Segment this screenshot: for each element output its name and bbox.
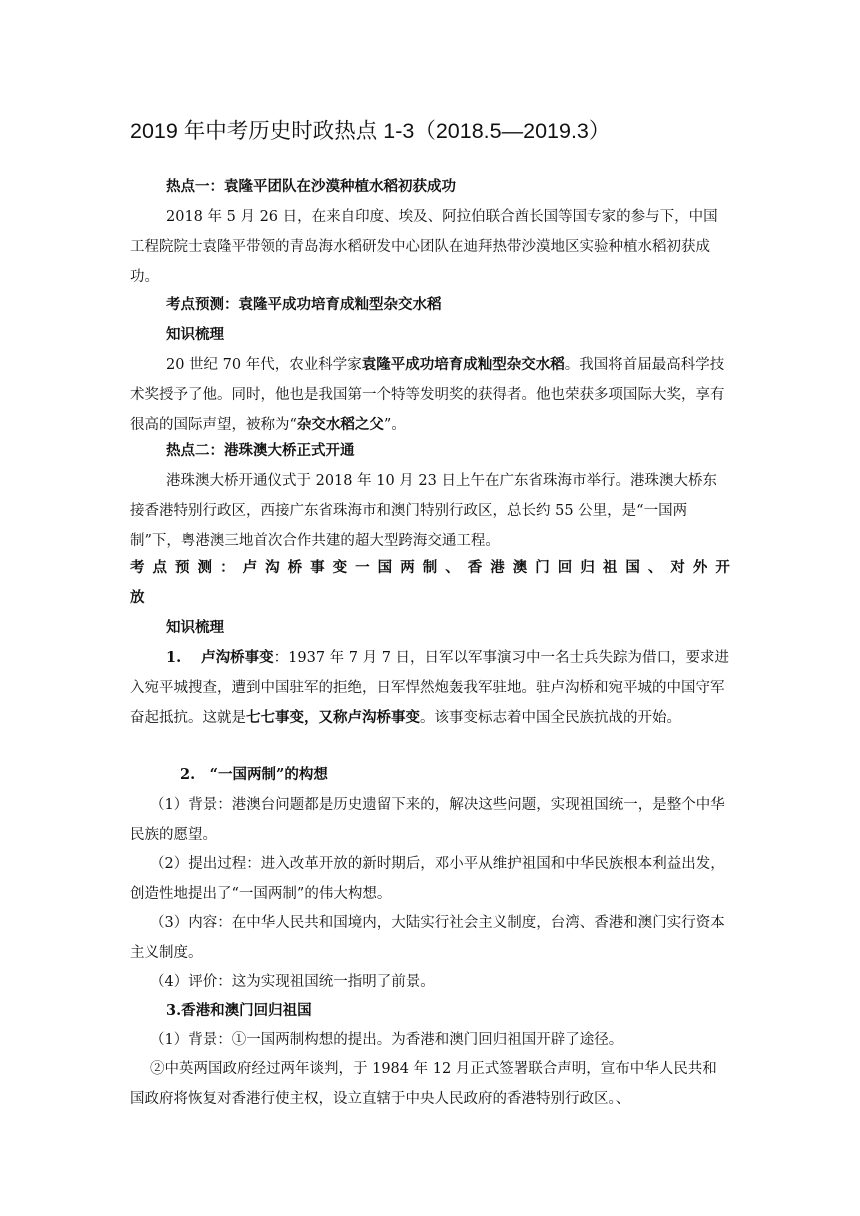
item3-background: （1）背景：①一国两制构想的提出。为香港和澳门回归祖国开辟了途径。	[150, 1032, 624, 1048]
forecast-char: 点	[152, 559, 168, 576]
item-heading: 卢沟桥事变	[201, 649, 274, 666]
forecast-char: 制	[422, 559, 438, 576]
forecast-char: 一	[355, 559, 370, 576]
forecast-char: 测	[197, 559, 213, 576]
text-run: ：1937 年 7 月 7 日，日军以军事演习中一名士兵失踪为借口，要求进入宛平城搜查，遭到中国驻军的拒绝，日军悍然炮轰我军驻地。驻卢沟桥和宛平城的中国守军奋起抵抗。这就是	[130, 650, 730, 726]
forecast-char: 国	[377, 559, 393, 576]
hot1-knowledge-heading: 知识梳理	[166, 326, 224, 343]
forecast-char: 、	[445, 559, 460, 576]
forecast-char: 香	[467, 559, 483, 576]
hot1-knowledge-body	[130, 350, 730, 440]
hot2-forecast-line2: 放	[130, 589, 145, 606]
item2-process: （2）提出过程：进入改革开放的新时期后，邓小平从维护祖国和中华民族根本利益出发，创造性地提出了“一国两制”的伟大构想。	[130, 856, 725, 902]
text-run: 。该事变标志着中国全民族抗战的开始。	[420, 710, 681, 726]
hot1-heading: 热点一：袁隆平团队在沙漠种植水稻初获成功	[166, 178, 456, 195]
forecast-char: 沟	[265, 559, 280, 576]
forecast-char: 港	[490, 559, 505, 576]
item2-evaluation: （4）评价：这为实现祖国统一指明了前景。	[150, 974, 435, 990]
text-run: 20 世纪 70 年代，农业科学家	[166, 357, 362, 373]
hot1-body: 2018 年 5 月 26 日，在来自印度、埃及、阿拉伯联合酋长国等国专家的参与下，中国工程院院士袁隆平带领的青岛海水稻研发中心团队在迪拜热带沙漠地区实验种植水稻初获成功。	[130, 209, 718, 285]
bold-run: 袁隆平成功培育成籼型杂交水稻	[361, 356, 565, 373]
item3-heading: 3.香港和澳门回归祖国	[166, 1002, 312, 1019]
forecast-char: 开	[715, 559, 730, 576]
bold-run: 杂交水稻之父	[296, 416, 384, 433]
page-title: 2019 年中考历史时政热点 1-3（2018.5—2019.3）	[130, 119, 611, 143]
forecast-char: 对	[670, 559, 685, 576]
item1-paragraph	[130, 643, 730, 733]
forecast-char: 两	[400, 559, 415, 576]
forecast-char: ：	[220, 559, 235, 576]
forecast-char: 归	[580, 559, 595, 576]
forecast-char: 回	[557, 559, 573, 576]
forecast-char: 国	[625, 559, 640, 576]
hot2-knowledge-heading: 知识梳理	[166, 619, 224, 636]
item3-declaration: ②中英两国政府经过两年谈判，于 1984 年 12 月正式签署联合声明，宣布中华人民共和国政府将恢复对香港行使主权，设立直辖于中央人民政府的香港特别行政区。、	[130, 1061, 717, 1107]
item2-content: （3）内容：在中华人民共和国境内，大陆实行社会主义制度，台湾、香港和澳门实行资本主义制度。	[130, 915, 725, 961]
hot2-heading: 热点二：港珠澳大桥正式开通	[166, 442, 355, 459]
forecast-char: 考	[130, 559, 145, 576]
text-run: ”。	[383, 417, 406, 433]
forecast-char: 门	[535, 559, 550, 576]
item2-heading: 2. “一国两制”的构想	[180, 766, 328, 783]
forecast-char: 、	[647, 559, 663, 576]
forecast-char: 桥	[287, 559, 303, 576]
forecast-char: 变	[332, 559, 348, 576]
forecast-char: 事	[310, 559, 325, 576]
forecast-char: 外	[692, 559, 708, 576]
text-run: 。我国将首届最高科学技术奖授予了他。同时，他也是我国第一个特等发明奖的获得者。他也荣获多项国际大奖，享有很高的国际声望，被称为“	[130, 357, 725, 433]
forecast-char: 祖	[602, 559, 618, 576]
item-number: 1.	[166, 649, 182, 666]
hot1-forecast: 考点预测：袁隆平成功培育成籼型杂交水稻	[166, 296, 442, 313]
item2-background: （1）背景：港澳台问题都是历史遗留下来的，解决这些问题，实现祖国统一，是整个中华民族的愿望。	[130, 797, 725, 843]
hot2-body: 港珠澳大桥开通仪式于 2018 年 10 月 23 日上午在广东省珠海市举行。港珠澳大桥东接香港特别行政区，西接广东省珠海市和澳门特别行政区，总长约 55 公里，是“一国两制”下，粤港澳三地首次合作共建的超大型跨海交通工程。	[130, 473, 717, 549]
bold-run: 七七事变，又称卢沟桥事变	[246, 709, 420, 726]
hot2-forecast-line1	[130, 553, 730, 583]
forecast-char: 澳	[512, 559, 528, 576]
hot2-forecast	[130, 553, 730, 613]
forecast-char: 卢	[242, 559, 258, 576]
forecast-char: 预	[175, 559, 190, 576]
